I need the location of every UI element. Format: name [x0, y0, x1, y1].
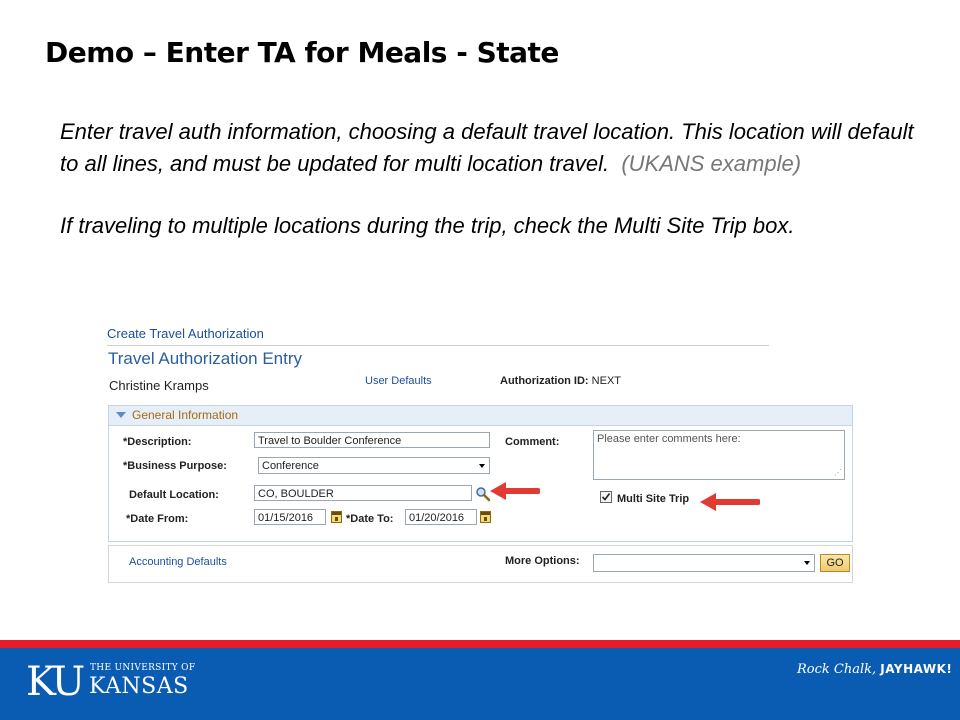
- breadcrumb-divider: [107, 345, 769, 346]
- calendar-icon[interactable]: [331, 511, 342, 523]
- more-options-label: More Options:: [505, 555, 580, 567]
- example-note: (UKANS example): [621, 151, 802, 176]
- footer-red-stripe: [0, 640, 960, 648]
- paragraph-location: [60, 116, 920, 180]
- user-defaults-link[interactable]: User Defaults: [365, 375, 432, 387]
- ku-logo: [26, 661, 206, 705]
- user-name: Christine Kramps: [109, 378, 209, 393]
- general-information-section: [108, 405, 853, 542]
- accounting-options-bar: [108, 545, 853, 583]
- description-label: *Description:: [123, 436, 192, 448]
- comment-placeholder: Please enter comments here:: [597, 433, 741, 445]
- authorization-id-value: NEXT: [591, 375, 622, 387]
- tagline: [797, 662, 952, 677]
- comment-label: Comment:: [505, 436, 560, 448]
- date-from-input[interactable]: 01/15/2016: [254, 509, 326, 525]
- description-input[interactable]: Travel to Boulder Conference: [254, 432, 490, 448]
- business-purpose-value: Conference: [262, 460, 319, 472]
- slide-title: Demo – Enter TA for Meals - State: [45, 36, 559, 69]
- accounting-defaults-link[interactable]: Accounting Defaults: [129, 556, 227, 568]
- go-button[interactable]: GO: [820, 554, 850, 572]
- checkmark-icon: [601, 492, 611, 502]
- date-to-input[interactable]: 01/20/2016: [405, 509, 477, 525]
- collapse-triangle-icon[interactable]: [116, 412, 126, 418]
- calendar-icon[interactable]: [480, 511, 491, 523]
- general-information-header[interactable]: [109, 406, 852, 426]
- resize-grip-icon[interactable]: ⋰: [834, 468, 842, 477]
- chevron-down-icon: [804, 561, 810, 565]
- travel-auth-screenshot: [104, 322, 854, 584]
- red-arrow-icon: [488, 480, 540, 502]
- date-to-label: *Date To:: [346, 513, 394, 525]
- comment-textarea[interactable]: [593, 430, 845, 480]
- default-location-label: Default Location:: [129, 489, 219, 501]
- paragraph-location-text: Enter travel auth information, choosing a default travel location. This location will default to all lines, and must be updated for multi location travel.: [60, 119, 914, 176]
- paragraph-multi-site: If traveling to multiple locations during the trip, check the Multi Site Trip box.: [60, 213, 795, 238]
- business-purpose-label: *Business Purpose:: [123, 460, 227, 472]
- authorization-id: [500, 375, 621, 387]
- more-options-select[interactable]: [593, 554, 815, 572]
- breadcrumb-link[interactable]: Create Travel Authorization: [107, 326, 264, 341]
- authorization-id-label: Authorization ID:: [500, 375, 589, 387]
- tagline-script: Rock Chalk,: [797, 662, 877, 677]
- slide-body: [60, 116, 920, 272]
- ku-logo-line2: KANSAS: [89, 674, 189, 699]
- default-location-input[interactable]: CO, BOULDER: [254, 485, 472, 501]
- date-from-label: *Date From:: [126, 513, 189, 525]
- red-arrow-icon: [698, 491, 760, 513]
- ku-logo-line1: THE UNIVERSITY OF: [90, 663, 196, 673]
- ku-logo-letters: KU: [26, 659, 83, 705]
- general-information-title: General Information: [132, 408, 239, 422]
- business-purpose-select[interactable]: [258, 457, 490, 474]
- tagline-caps: JAYHAWK!: [880, 662, 953, 676]
- chevron-down-icon: [479, 464, 485, 468]
- multi-site-label: Multi Site Trip: [617, 493, 690, 505]
- multi-site-checkbox[interactable]: [600, 491, 612, 503]
- page-title: Travel Authorization Entry: [108, 349, 303, 368]
